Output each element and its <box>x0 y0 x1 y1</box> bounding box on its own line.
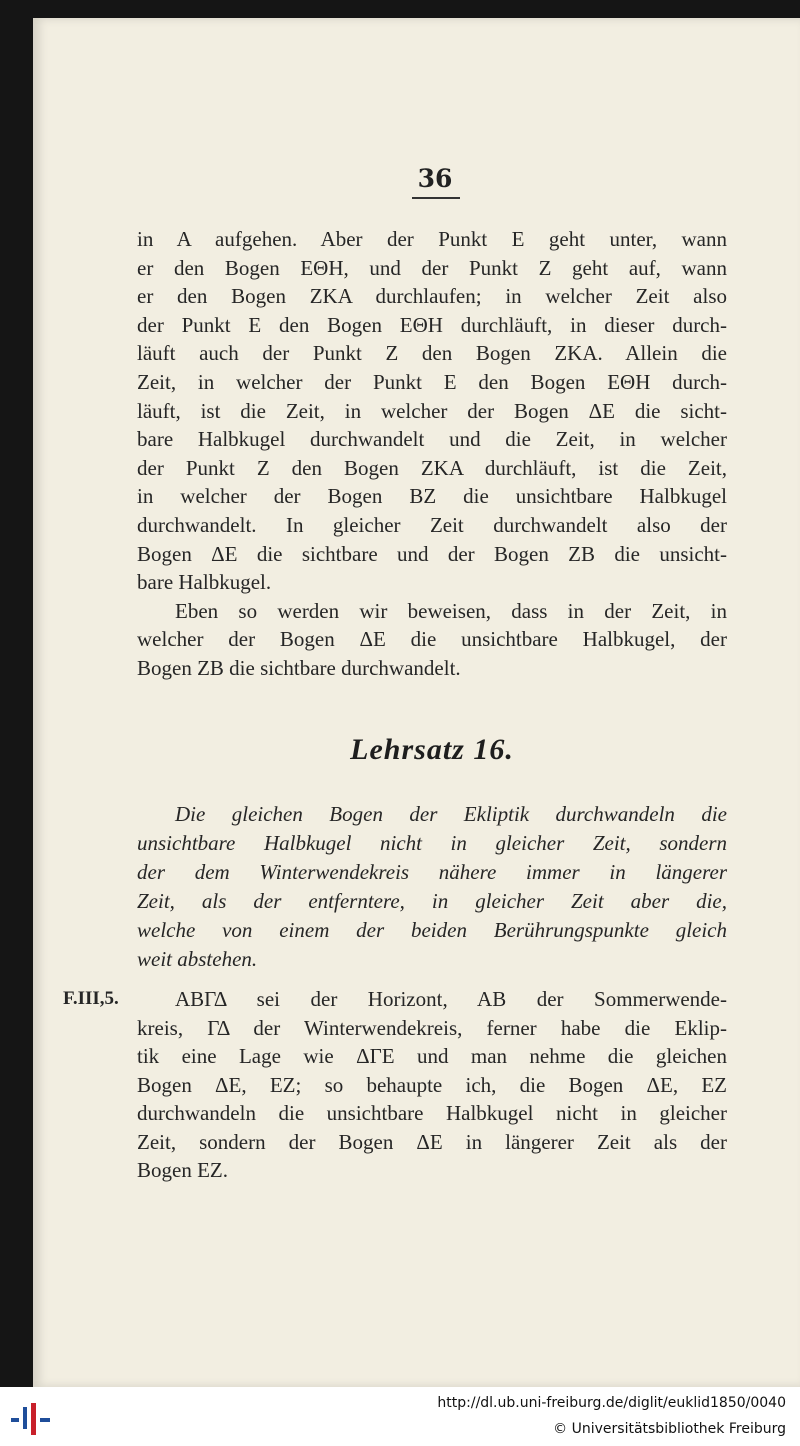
text-line: Bogen ZB die sichtbare durchwandelt. <box>137 655 461 680</box>
text-line: tik eine Lage wie ΔΓE und man nehme die gleichen <box>137 1044 727 1068</box>
text-line: in A aufgehen. Aber der Punkt E geht unter, wann <box>137 227 727 251</box>
text-line: durchwandelt. In gleicher Zeit durchwandelt also der <box>137 512 727 537</box>
text-line: Die gleichen Bogen der Ekliptik durchwandeln die <box>175 802 727 826</box>
text-line: der dem Winterwendekreis nähere immer in längerer <box>137 860 727 884</box>
paragraph-2 <box>137 597 727 683</box>
text-line: welche von einem der beiden Berührungspunkte gleich <box>137 918 727 942</box>
figure-margin-reference: F.III,5. <box>63 988 119 1009</box>
text-line: Zeit, sondern der Bogen ΔE in längerer Zeit als der <box>137 1129 727 1154</box>
text-line: weit abstehen. <box>137 947 258 971</box>
copyright-notice: © Universitätsbibliothek Freiburg <box>553 1421 786 1437</box>
text-line: bare Halbkugel. <box>137 570 272 595</box>
text-line: durchwandeln die unsichtbare Halbkugel nicht in gleicher <box>137 1101 727 1125</box>
text-line: in welcher der Bogen BZ die unsichtbare Halbkugel <box>137 484 727 509</box>
viewer-footer <box>0 1387 800 1446</box>
page-number-rule <box>412 197 460 199</box>
text-line: Eben so werden wir beweisen, dass in der Zeit, in <box>175 598 727 623</box>
text-line: der Punkt Z den Bogen ZKA durchläuft, ist die Zeit, <box>137 455 727 480</box>
ub-freiburg-logo-icon <box>10 1401 52 1437</box>
proof-paragraph <box>137 985 727 1185</box>
text-line: Bogen EZ. <box>137 1158 228 1182</box>
text-line: welcher der Bogen ΔE die unsichtbare Halbkugel, der <box>137 627 727 652</box>
text-line: er den Bogen EΘH, und der Punkt Z geht auf, wann <box>137 255 727 280</box>
text-line: Bogen ΔE, EZ; so behaupte ich, die Bogen ΔE, EZ <box>137 1072 727 1097</box>
text-line: läuft, ist die Zeit, in welcher der Bogen ΔE die sicht- <box>137 398 727 423</box>
permalink-url[interactable]: http://dl.ub.uni-freiburg.de/diglit/euklid1850/0040 <box>437 1395 786 1411</box>
text-line: Bogen ΔE die sichtbare und der Bogen ZB die unsicht- <box>137 541 727 566</box>
theorem-heading: Lehrsatz 16. <box>350 733 514 766</box>
text-line: unsichtbare Halbkugel nicht in gleicher Zeit, sondern <box>137 831 727 855</box>
text-line: ABΓΔ sei der Horizont, AB der Sommerwende- <box>175 987 727 1011</box>
text-line: er den Bogen ZKA durchlaufen; in welcher Zeit also <box>137 284 727 309</box>
theorem-statement <box>137 800 727 974</box>
text-line: der Punkt E den Bogen EΘH durchläuft, in dieser durch- <box>137 312 727 337</box>
text-line: kreis, ΓΔ der Winterwendekreis, ferner habe die Eklip- <box>137 1015 727 1040</box>
text-line: bare Halbkugel durchwandelt und die Zeit, in welcher <box>137 427 727 452</box>
text-line: Zeit, in welcher der Punkt E den Bogen EΘH durch- <box>137 369 727 394</box>
paragraph-1 <box>137 225 727 597</box>
body-text <box>137 225 727 683</box>
page-number: 36 <box>417 164 453 193</box>
text-line: Zeit, als der entferntere, in gleicher Zeit aber die, <box>137 889 727 913</box>
text-line: läuft auch der Punkt Z den Bogen ZKA. Allein die <box>137 341 727 366</box>
